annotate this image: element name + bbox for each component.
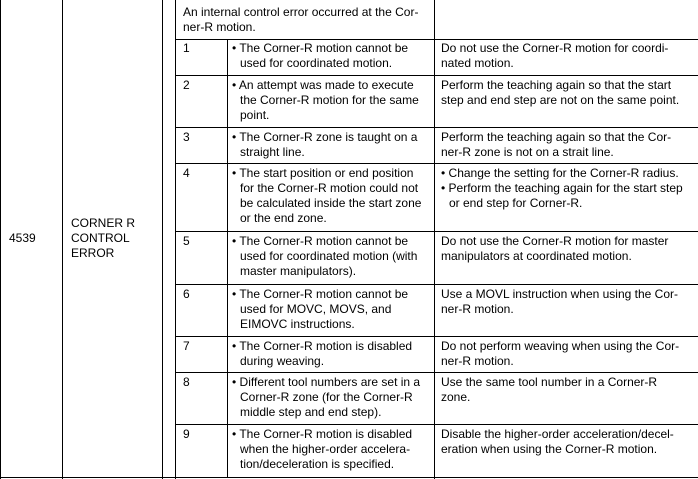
cause-item: • The Corner-R motion is disabled during weaving. — [232, 339, 413, 368]
remedy-cell: Do not perform weaving when using the Cor- ner-R motion. — [441, 339, 680, 368]
cause-item: • The Corner-R motion is disabled when the higher-order accelera- tion/deceleration is specified. — [232, 427, 413, 471]
column-divider — [62, 0, 63, 479]
column-divider — [434, 0, 435, 479]
cause-item: • An attempt was made to execute the Corner-R motion for the same point. — [232, 78, 419, 122]
row-number: 9 — [183, 427, 190, 441]
cause-item: • The Corner-R motion cannot be used for coordinated motion (with master manipulators). — [232, 234, 418, 278]
remedy-cell: Use the same tool number in a Corner-R zone. — [441, 375, 658, 404]
row-number: 4 — [183, 166, 190, 180]
column-divider — [162, 0, 163, 479]
remedy-cell: Perform the teaching again so that the Cor- ner-R zone is not on a strait line. — [441, 130, 672, 159]
remedy-cell — [441, 166, 696, 211]
alarm-description: An internal control error occurred at the Cor- ner-R motion. — [183, 5, 419, 34]
cause-item: • The start position or end position for the Corner-R motion could not be calculated inside the start zone or the end zone. — [232, 166, 422, 225]
table-border — [0, 0, 1, 479]
cause-cell — [232, 166, 432, 226]
remedy-item: • Perform the teaching again for the start step or end step for Corner-R. — [441, 181, 683, 210]
row-divider — [175, 284, 698, 285]
column-divider — [227, 39, 228, 478]
remedy-cell: Do not use the Corner-R motion for coordi- nated motion. — [441, 41, 669, 70]
cause-cell — [232, 287, 432, 332]
row-divider — [175, 127, 698, 128]
cause-item: • Different tool numbers are set in a Corner-R zone (for the Corner-R middle step and end step). — [232, 375, 421, 419]
cause-cell — [232, 339, 432, 369]
row-divider — [175, 163, 698, 164]
table-border — [0, 477, 698, 478]
cause-item: • The Corner-R motion cannot be used for MOVC, MOVS, and EIMOVC instructions. — [232, 287, 409, 331]
cause-cell — [232, 130, 432, 160]
row-divider — [175, 336, 698, 337]
row-divider — [175, 372, 698, 373]
cause-cell — [232, 234, 432, 279]
alarm-name: CORNER R CONTROL ERROR — [71, 216, 136, 260]
remedy-item: • Change the setting for the Corner-R radius. — [441, 166, 679, 180]
row-number: 8 — [183, 375, 190, 389]
row-number: 5 — [183, 234, 190, 248]
cause-cell — [232, 78, 432, 123]
remedy-cell: Perform the teaching again so that the start step and end step are not on the same point. — [441, 78, 680, 107]
cause-cell — [232, 375, 432, 420]
remedy-cell: Do not use the Corner-R motion for master manipulators at coordinated motion. — [441, 234, 669, 263]
column-divider — [175, 0, 176, 479]
cause-item: • The Corner-R motion cannot be used for coordinated motion. — [232, 41, 409, 70]
cause-cell — [232, 427, 432, 472]
row-divider — [175, 75, 698, 76]
row-number: 1 — [183, 41, 190, 55]
row-number: 6 — [183, 287, 190, 301]
row-divider — [175, 39, 698, 40]
cause-cell — [232, 41, 432, 71]
row-number: 2 — [183, 78, 190, 92]
row-number: 7 — [183, 339, 190, 353]
remedy-cell: Disable the higher-order acceleration/decel- eration when using the Corner-R motion. — [441, 427, 674, 456]
row-divider — [175, 424, 698, 425]
cause-item: • The Corner-R zone is taught on a straight line. — [232, 130, 418, 159]
remedy-cell: Use a MOVL instruction when using the Cor- ner-R motion. — [441, 287, 678, 316]
row-number: 3 — [183, 130, 190, 144]
row-divider — [175, 231, 698, 232]
alarm-code: 4539 — [9, 231, 36, 245]
